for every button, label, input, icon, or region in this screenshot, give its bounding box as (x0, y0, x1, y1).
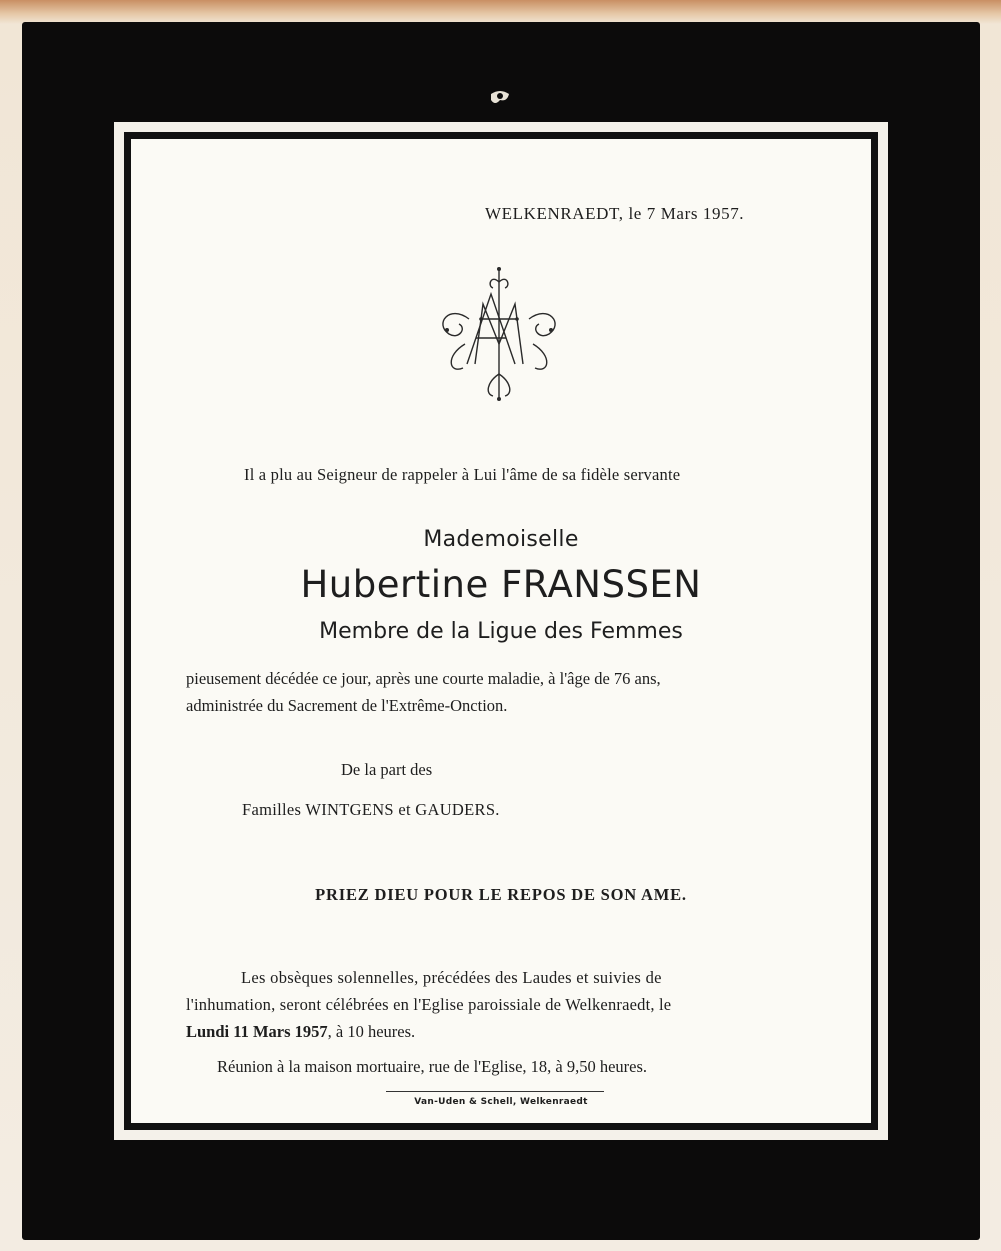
am-monogram-icon (429, 264, 569, 404)
honorific: Mademoiselle (423, 527, 579, 552)
funeral-time: , à 10 heures. (327, 1022, 416, 1041)
deceased-name: Hubertine FRANSSEN (300, 563, 702, 606)
printer-divider (386, 1091, 604, 1092)
deceased-role: Membre de la Ligue des Femmes (319, 619, 683, 644)
funeral-date: Lundi 11 Mars 1957 (186, 1022, 328, 1041)
funeral-line3 (186, 1022, 415, 1042)
funeral-line2: l'inhumation, seront célébrées en l'Eglise paroissiale de Welkenraedt, le (186, 995, 672, 1014)
death-details-line2: administrée du Sacrement de l'Extrême-Onction. (186, 696, 508, 715)
place-date: WELKENRAEDT, le 7 Mars 1957. (485, 204, 745, 223)
families-text: Familles WINTGENS et GAUDERS. (242, 800, 500, 819)
from-label: De la part des (341, 760, 433, 779)
intro-text: Il a plu au Seigneur de rappeler à Lui l'âme de sa fidèle servante (244, 465, 681, 484)
card-black-border (124, 132, 878, 1130)
reunion-text: Réunion à la maison mortuaire, rue de l'Eglise, 18, à 9,50 heures. (217, 1057, 648, 1076)
hanging-hole-icon (487, 88, 513, 108)
announcement-card (114, 122, 888, 1140)
printer-credit: Van-Uden & Schell, Welkenraedt (414, 1097, 588, 1107)
prayer-text: PRIEZ DIEU POUR LE REPOS DE SON AME. (315, 885, 687, 904)
funeral-line1: Les obsèques solennelles, précédées des Laudes et suivies de (241, 968, 662, 987)
death-details-line1: pieusement décédée ce jour, après une courte maladie, à l'âge de 76 ans, (186, 669, 661, 688)
